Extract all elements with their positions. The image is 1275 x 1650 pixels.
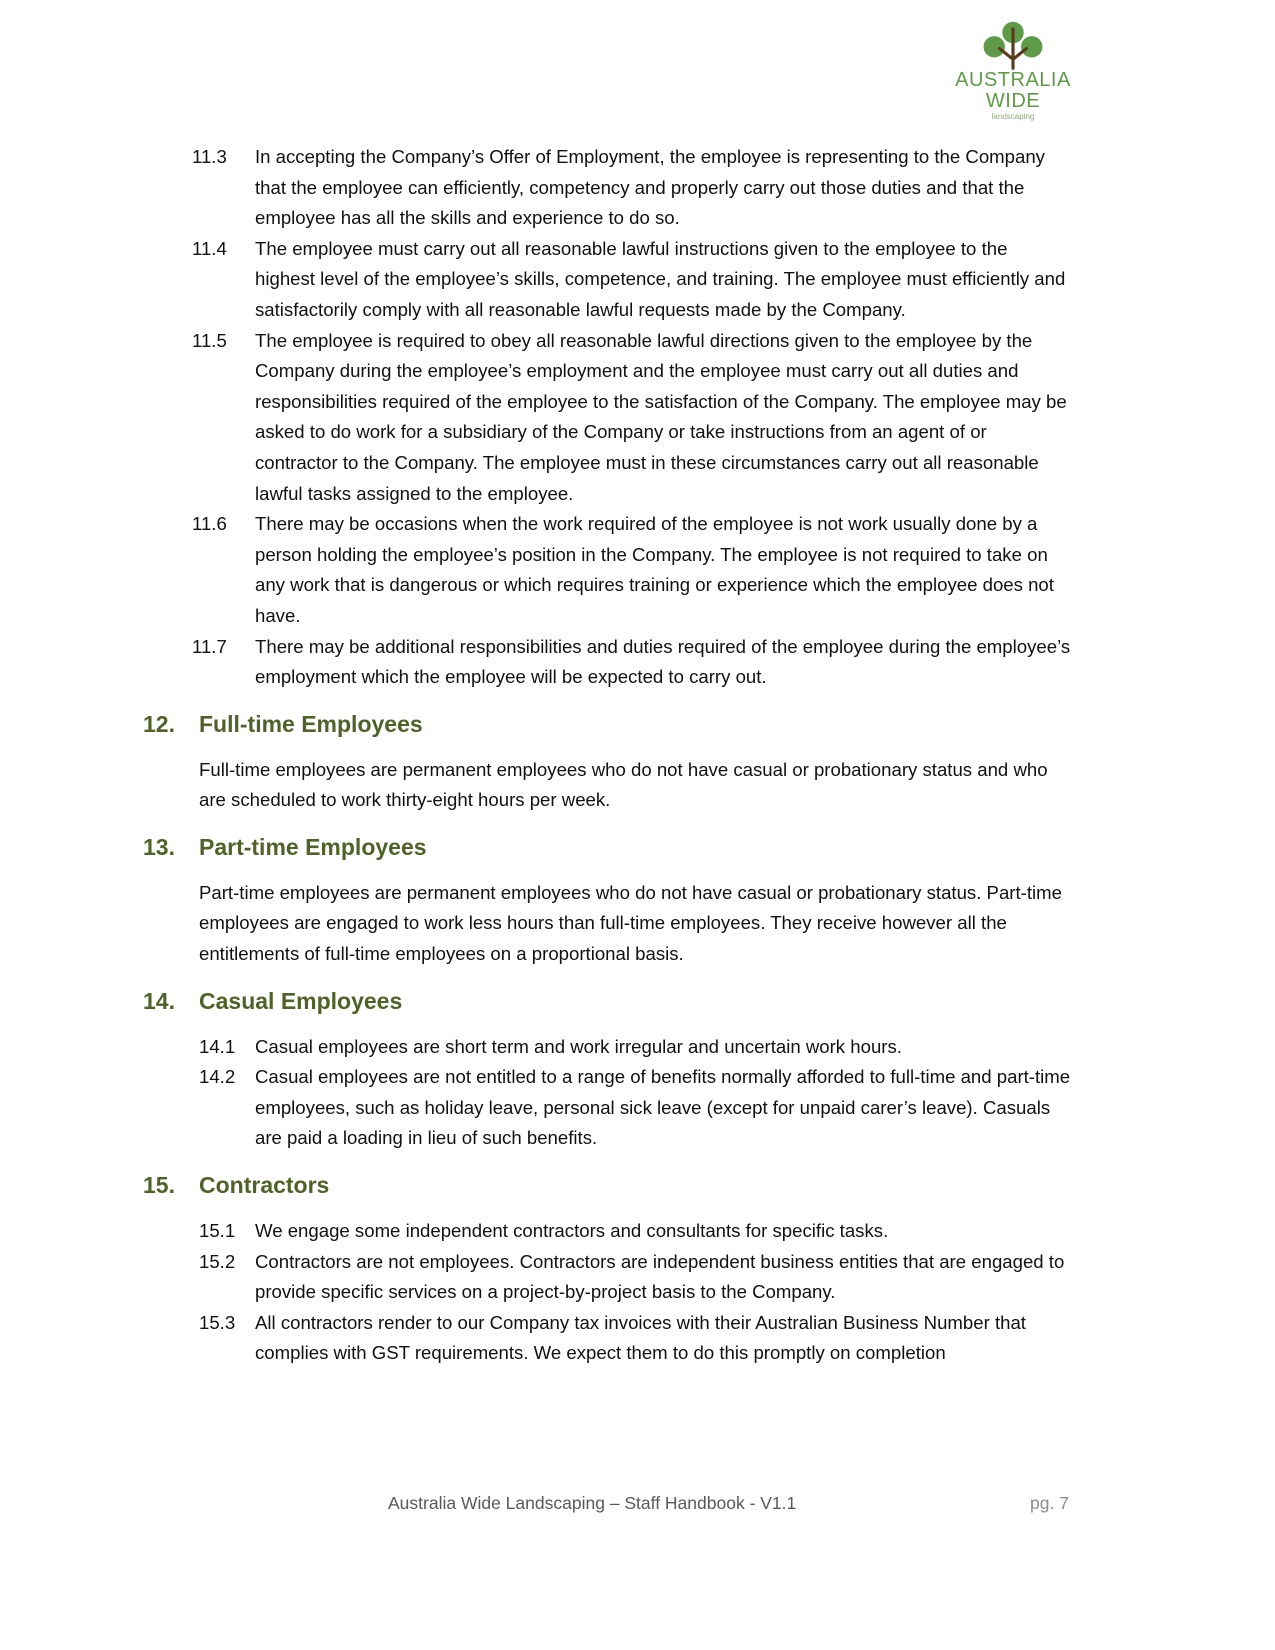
clause-11-3: [192, 142, 1072, 234]
clause-number: 11.5: [192, 329, 227, 351]
clause-number: 15.2: [199, 1250, 236, 1272]
clause-number: 14.1: [199, 1035, 236, 1057]
document-body: [143, 142, 1078, 1369]
clause-11-6: [192, 509, 1072, 631]
heading-14: [143, 986, 1078, 1016]
clause-number: 11.7: [192, 635, 227, 657]
clause-text: There may be additional responsibilities and duties required of the employee during the employee’s employment which the employee will be expected to carry out.: [255, 635, 1071, 688]
company-logo: [948, 20, 1078, 122]
clause-11-5: [192, 326, 1072, 510]
heading-title: Contractors: [199, 1172, 330, 1199]
tree-icon: [981, 20, 1045, 70]
clause-15-2: [199, 1247, 1079, 1308]
logo-text-wide: WIDE: [985, 90, 1041, 112]
heading-number: 12.: [143, 710, 175, 737]
logo-text-landscaping: landscaping: [991, 112, 1035, 121]
clause-14-2: [199, 1062, 1079, 1154]
clause-number: 14.2: [199, 1066, 236, 1088]
clause-15-3: [199, 1308, 1079, 1369]
clause-text: All contractors render to our Company tax invoices with their Australian Business Number that complies with GST requirements. We expect them to do this promptly on completion: [255, 1311, 1026, 1364]
clause-text: Casual employees are not entitled to a range of benefits normally afforded to full-time and part-time employees, such as holiday leave, personal sick leave (except for unpaid carer’s leave). Casuals are paid a loading in lieu of such benefits.: [255, 1066, 1071, 1149]
heading-13: [143, 832, 1078, 862]
clause-number: 11.3: [192, 146, 227, 167]
clause-text: We engage some independent contractors and consultants for specific tasks.: [255, 1220, 889, 1242]
clause-text: The employee is required to obey all reasonable lawful directions given to the employee by the Company during the employee’s employment and the employee must carry out all duties and responsibilities required of the employee to the satisfaction of the Company. The employee may be asked to do work for a subsidiary of the Company or take instructions from an agent of or contractor to the Company. The employee must in these circumstances carry out all reasonable lawful tasks assigned to the employee.: [255, 329, 1067, 504]
clause-11-4: [192, 234, 1072, 326]
heading-title: Casual Employees: [199, 987, 403, 1014]
page-number: pg. 7: [1030, 1493, 1069, 1513]
heading-number: 13.: [143, 833, 175, 860]
heading-15: [143, 1170, 1078, 1200]
clause-number: 15.1: [199, 1220, 236, 1242]
clause-15-1: [199, 1216, 1079, 1247]
heading-number: 14.: [143, 987, 175, 1014]
heading-12: [143, 709, 1078, 739]
clause-number: 15.3: [199, 1311, 236, 1333]
clause-text: Contractors are not employees. Contractors are independent business entities that are engaged to provide specific services on a project-by-project basis to the Company.: [255, 1250, 1065, 1303]
clause-14-1: [199, 1032, 1079, 1063]
clause-11-7: [192, 632, 1072, 693]
clause-number: 11.4: [192, 237, 227, 259]
heading-number: 15.: [143, 1172, 175, 1199]
paragraph-12: Full-time employees are permanent employees who do not have casual or probationary status and who are scheduled to work thirty-eight hours per week.: [199, 758, 1048, 811]
heading-title: Part-time Employees: [199, 833, 427, 860]
clause-text: In accepting the Company’s Offer of Employment, the employee is representing to the Company that the employee can efficiently, competency and properly carry out those duties and that the employee has all the skills and experience to do so.: [255, 146, 1045, 229]
clause-text: Casual employees are short term and work irregular and uncertain work hours.: [255, 1035, 902, 1057]
logo-text-australia: AUSTRALIA: [955, 69, 1071, 91]
heading-title: Full-time Employees: [199, 710, 423, 737]
paragraph-13: Part-time employees are permanent employees who do not have casual or probationary status. Part-time employees are engaged to work less hours than full-time employees. They receive however all the entitlements of full-time employees on a proportional basis.: [199, 881, 1062, 965]
clause-number: 11.6: [192, 513, 227, 535]
clause-text: The employee must carry out all reasonable lawful instructions given to the employee to the highest level of the employee’s skills, competence, and training. The employee must efficiently and satisfactorily comply with all reasonable lawful requests made by the Company.: [255, 237, 1066, 320]
footer-text: Australia Wide Landscaping – Staff Handbook - V1.1: [388, 1493, 797, 1513]
clause-text: There may be occasions when the work required of the employee is not work usually done by a person holding the employee’s position in the Company. The employee is not required to take on any work that is dangerous or which requires training or experience which the employee does not have.: [255, 513, 1054, 626]
